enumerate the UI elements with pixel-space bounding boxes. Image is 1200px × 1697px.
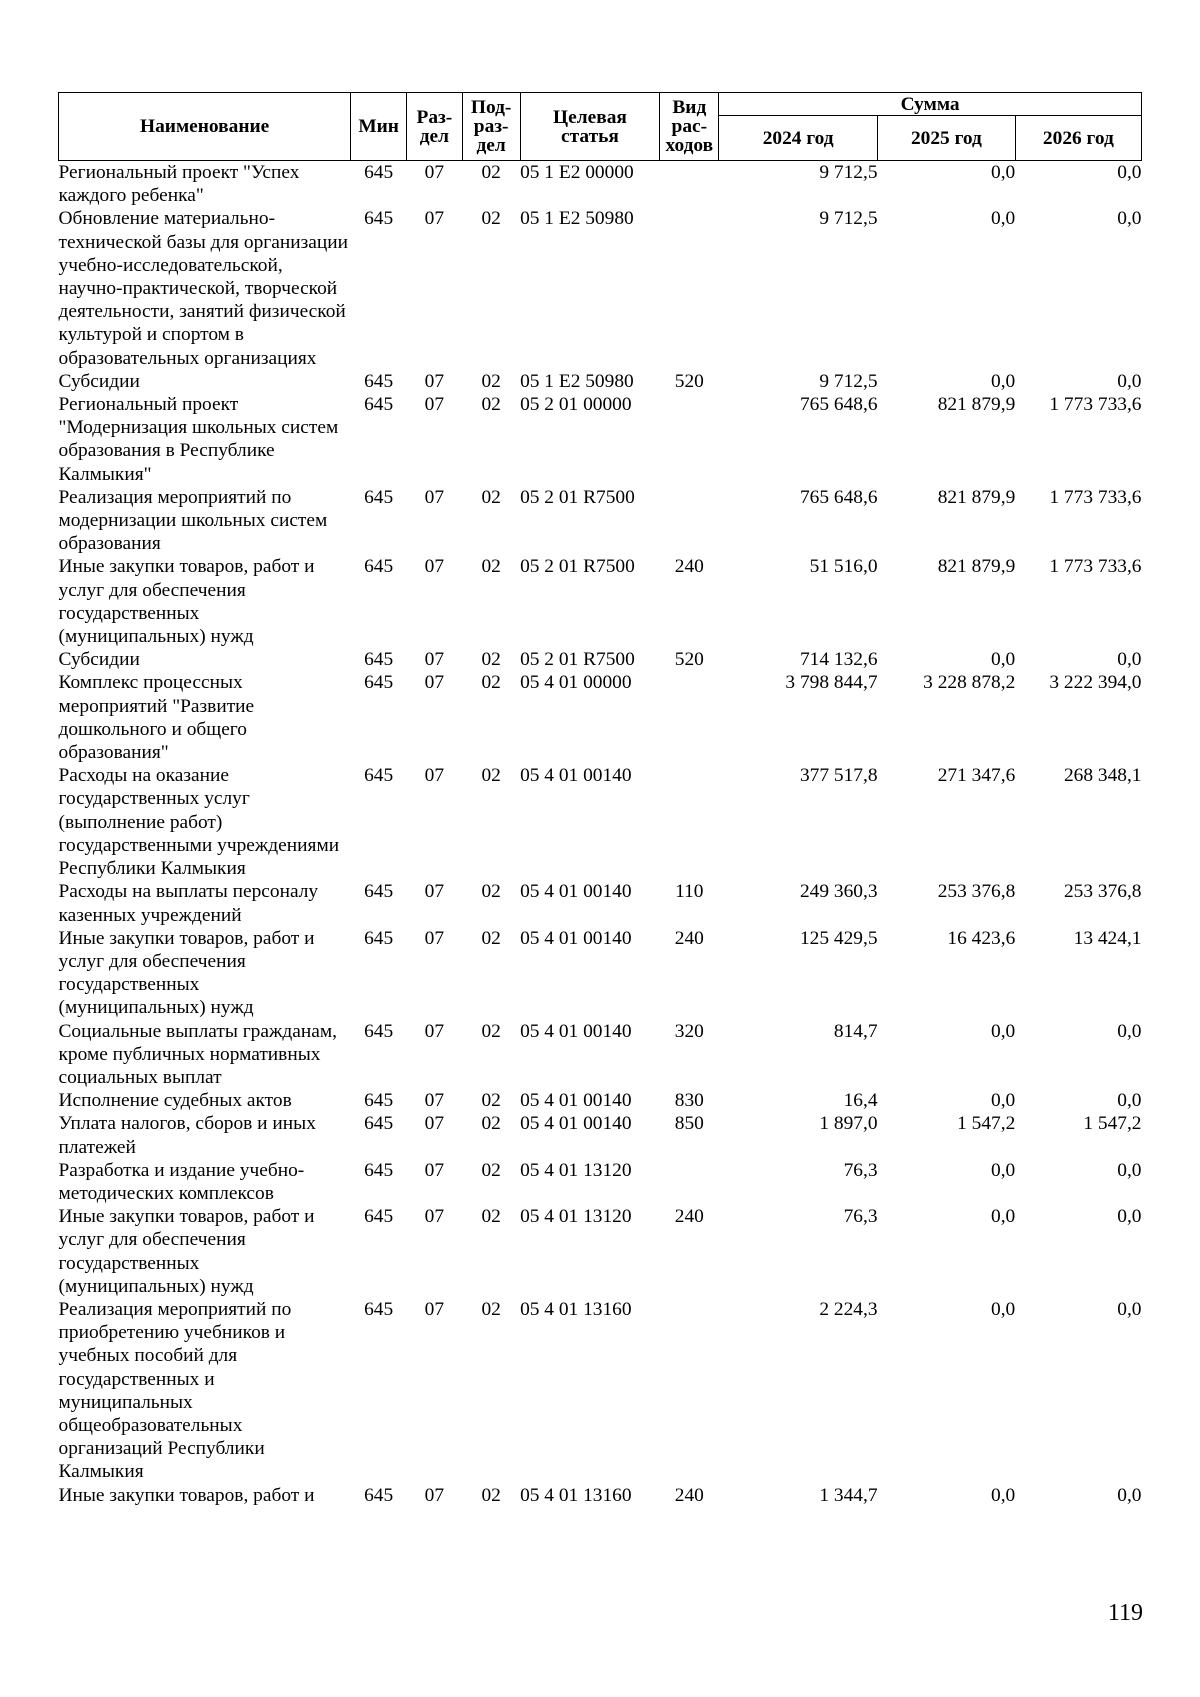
page-number: 119 <box>1107 1600 1143 1626</box>
header-podrazdel: Под-раз-дел <box>462 93 520 161</box>
table-row <box>59 671 1142 764</box>
table-row <box>59 393 1142 486</box>
row-sum-2024: 51 516,0 <box>809 556 878 578</box>
row-name: Комплекс процессных мероприятий "Развитие дошкольного и общего образования" <box>58 672 255 764</box>
row-sum-2025: 0,0 <box>991 649 1016 671</box>
row-min: 645 <box>364 765 394 787</box>
row-sum-2025: 3 228 878,2 <box>923 672 1016 694</box>
row-razdel: 07 <box>424 1159 445 1181</box>
row-name: Иные закупки товаров, работ и услуг для обеспечения государственных (муниципальных) нужд <box>58 927 315 1019</box>
row-sum-2024: 814,7 <box>833 1020 878 1042</box>
row-podrazdel: 02 <box>481 1090 501 1112</box>
row-expense-type: 240 <box>674 1206 704 1228</box>
row-sum-2024: 1 897,0 <box>819 1113 878 1135</box>
row-min: 645 <box>364 649 394 671</box>
row-sum-2024: 3 798 844,7 <box>785 672 878 694</box>
row-sum-2026: 268 348,1 <box>1063 765 1142 787</box>
row-min: 645 <box>364 208 394 230</box>
row-sum-2026: 13 424,1 <box>1073 927 1142 949</box>
row-expense-type <box>660 764 719 880</box>
table-row <box>59 370 1142 393</box>
row-name: Иные закупки товаров, работ и услуг для обеспечения государственных (муниципальных) нужд <box>58 556 315 648</box>
row-name: Субсидии <box>58 370 140 392</box>
row-sum-2024: 249 360,3 <box>799 881 878 903</box>
table-row <box>59 1089 1142 1112</box>
row-name: Субсидии <box>58 649 140 671</box>
row-min: 645 <box>364 1159 394 1181</box>
row-razdel: 07 <box>424 1113 445 1135</box>
row-razdel: 07 <box>424 208 445 230</box>
row-target-article: 05 2 01 R7500 <box>520 486 635 508</box>
row-sum-2026: 1 773 733,6 <box>1049 556 1142 578</box>
row-expense-type <box>660 393 719 486</box>
row-expense-type <box>660 207 719 369</box>
row-min: 645 <box>364 1206 394 1228</box>
row-sum-2025: 0,0 <box>991 370 1016 392</box>
row-name: Социальные выплаты гражданам, кроме публичных нормативных социальных выплат <box>58 1020 337 1088</box>
row-sum-2026: 0,0 <box>1117 1159 1142 1181</box>
row-target-article: 05 4 01 13160 <box>520 1298 632 1320</box>
row-name: Иные закупки товаров, работ и <box>58 1484 315 1506</box>
row-expense-type: 520 <box>674 649 704 671</box>
row-razdel: 07 <box>424 370 445 392</box>
table-row <box>59 1020 1142 1090</box>
row-sum-2025: 0,0 <box>991 1484 1016 1506</box>
row-target-article: 05 4 01 00140 <box>520 1020 632 1042</box>
row-podrazdel: 02 <box>481 1020 501 1042</box>
row-podrazdel: 02 <box>481 556 501 578</box>
row-razdel: 07 <box>424 1090 445 1112</box>
table-row <box>59 880 1142 926</box>
row-name: Реализация мероприятий по модернизации школьных систем образования <box>58 486 328 555</box>
row-sum-2024: 377 517,8 <box>799 765 878 787</box>
row-sum-2026: 1 547,2 <box>1083 1113 1142 1135</box>
row-expense-type: 240 <box>674 927 704 949</box>
row-sum-2024: 1 344,7 <box>819 1484 878 1506</box>
row-podrazdel: 02 <box>481 1298 501 1320</box>
row-sum-2025: 16 423,6 <box>947 927 1016 949</box>
row-razdel: 07 <box>424 486 445 508</box>
row-min: 645 <box>364 1298 394 1320</box>
row-sum-2025: 253 376,8 <box>937 881 1016 903</box>
row-min: 645 <box>364 672 394 694</box>
row-expense-type <box>660 1159 719 1205</box>
row-podrazdel: 02 <box>481 208 501 230</box>
table-row <box>59 1112 1142 1158</box>
table-row <box>59 1484 1142 1507</box>
row-sum-2025: 0,0 <box>991 1206 1016 1228</box>
row-sum-2026: 0,0 <box>1117 1206 1142 1228</box>
row-name: Обновление материально-технической базы для организации учебно-исследовательской, научно-практической, творческой деятельности, занятий физической культурой и спортом в образовательных организациях <box>58 208 348 369</box>
row-expense-type: 520 <box>674 370 704 392</box>
row-sum-2026: 0,0 <box>1117 370 1142 392</box>
row-target-article: 05 1 E2 50980 <box>520 208 634 230</box>
row-razdel: 07 <box>424 394 445 416</box>
row-sum-2025: 821 879,9 <box>937 556 1016 578</box>
budget-table <box>58 92 1142 1507</box>
row-target-article: 05 4 01 13120 <box>520 1159 632 1181</box>
row-name: Реализация мероприятий по приобретению учебников и учебных пособий для государственных и муниципальных общеобразовательных организаций Республики Калмыкия <box>58 1298 292 1483</box>
row-target-article: 05 4 01 00140 <box>520 765 632 787</box>
row-min: 645 <box>364 1113 394 1135</box>
row-podrazdel: 02 <box>481 162 501 183</box>
table-row <box>59 161 1142 208</box>
row-target-article: 05 2 01 R7500 <box>520 649 635 671</box>
row-target-article: 05 4 01 00140 <box>520 1090 632 1112</box>
row-sum-2025: 271 347,6 <box>937 765 1016 787</box>
row-expense-type <box>660 671 719 764</box>
row-target-article: 05 1 E2 50980 <box>520 370 634 392</box>
row-podrazdel: 02 <box>481 649 501 671</box>
row-razdel: 07 <box>424 556 445 578</box>
row-sum-2025: 1 547,2 <box>957 1113 1016 1135</box>
row-min: 645 <box>364 881 394 903</box>
header-year-2024: 2024 год <box>719 116 878 161</box>
row-podrazdel: 02 <box>481 765 501 787</box>
table-body <box>59 161 1142 1507</box>
row-podrazdel: 02 <box>481 394 501 416</box>
row-sum-2025: 821 879,9 <box>937 486 1016 508</box>
row-name: Региональный проект "Модернизация школьных систем образования в Республике Калмыкия" <box>58 394 339 485</box>
row-razdel: 07 <box>424 765 445 787</box>
row-target-article: 05 4 01 00140 <box>520 881 632 903</box>
row-podrazdel: 02 <box>481 370 501 392</box>
row-podrazdel: 02 <box>481 881 501 903</box>
row-sum-2026: 253 376,8 <box>1063 881 1142 903</box>
row-target-article: 05 4 01 13120 <box>520 1206 632 1228</box>
row-sum-2024: 9 712,5 <box>819 208 878 230</box>
row-expense-type <box>660 1298 719 1484</box>
table-row <box>59 207 1142 369</box>
row-sum-2026: 0,0 <box>1117 1298 1142 1320</box>
header-min: Мин <box>351 93 407 161</box>
row-name: Региональный проект "Успех каждого ребенка" <box>58 162 300 207</box>
row-expense-type: 320 <box>674 1020 704 1042</box>
row-target-article: 05 1 E2 00000 <box>520 162 634 183</box>
row-sum-2025: 0,0 <box>991 1090 1016 1112</box>
row-min: 645 <box>364 370 394 392</box>
row-podrazdel: 02 <box>481 1113 501 1135</box>
row-sum-2025: 0,0 <box>991 1159 1016 1181</box>
row-sum-2025: 0,0 <box>991 1298 1016 1320</box>
row-target-article: 05 4 01 00140 <box>520 927 632 949</box>
row-target-article: 05 4 01 00140 <box>520 1113 632 1135</box>
row-name: Расходы на оказание государственных услуг (выполнение работ) государственными учреждениями Республики Калмыкия <box>58 765 340 880</box>
row-razdel: 07 <box>424 672 445 694</box>
row-sum-2026: 0,0 <box>1117 1020 1142 1042</box>
row-min: 645 <box>364 486 394 508</box>
row-sum-2025: 0,0 <box>991 208 1016 230</box>
table-row <box>59 1298 1142 1484</box>
row-sum-2024: 765 648,6 <box>799 486 878 508</box>
header-name: Наименование <box>59 93 351 161</box>
row-podrazdel: 02 <box>481 1484 501 1506</box>
table-row <box>59 1159 1142 1205</box>
table-header <box>59 93 1142 161</box>
row-name: Уплата налогов, сборов и иных платежей <box>58 1113 316 1158</box>
row-target-article: 05 4 01 00000 <box>520 672 632 694</box>
header-year-2025: 2025 год <box>878 116 1016 161</box>
row-sum-2024: 125 429,5 <box>799 927 878 949</box>
header-razdel: Раз-дел <box>407 93 463 161</box>
header-year-2026: 2026 год <box>1015 116 1141 161</box>
row-podrazdel: 02 <box>481 1159 501 1181</box>
row-razdel: 07 <box>424 1206 445 1228</box>
row-podrazdel: 02 <box>481 672 501 694</box>
row-min: 645 <box>364 927 394 949</box>
row-podrazdel: 02 <box>481 1206 501 1228</box>
table-row <box>59 648 1142 671</box>
row-min: 645 <box>364 1090 394 1112</box>
table-row <box>59 486 1142 556</box>
row-name: Разработка и издание учебно-методических комплексов <box>58 1159 305 1204</box>
row-sum-2026: 1 773 733,6 <box>1049 394 1142 416</box>
row-razdel: 07 <box>424 881 445 903</box>
row-razdel: 07 <box>424 649 445 671</box>
row-name: Иные закупки товаров, работ и услуг для обеспечения государственных (муниципальных) нужд <box>58 1206 315 1297</box>
row-sum-2026: 3 222 394,0 <box>1049 672 1142 694</box>
row-expense-type: 240 <box>674 1484 704 1506</box>
row-razdel: 07 <box>424 162 445 183</box>
row-sum-2026: 0,0 <box>1117 162 1142 183</box>
header-target-article: Целевая статья <box>520 93 660 161</box>
row-sum-2024: 2 224,3 <box>819 1298 878 1320</box>
row-expense-type: 240 <box>674 556 704 578</box>
header-expense-type: Вид рас-ходов <box>660 93 719 161</box>
row-target-article: 05 2 01 R7500 <box>520 556 635 578</box>
row-sum-2026: 0,0 <box>1117 649 1142 671</box>
row-sum-2025: 821 879,9 <box>937 394 1016 416</box>
row-sum-2025: 0,0 <box>991 1020 1016 1042</box>
row-expense-type: 110 <box>675 881 704 903</box>
table-row <box>59 927 1142 1020</box>
row-sum-2024: 714 132,6 <box>799 649 878 671</box>
table-row <box>59 555 1142 648</box>
table-row <box>59 1205 1142 1298</box>
row-min: 645 <box>364 1020 394 1042</box>
row-sum-2026: 0,0 <box>1117 1090 1142 1112</box>
row-razdel: 07 <box>424 1020 445 1042</box>
row-min: 645 <box>364 1484 394 1506</box>
row-sum-2024: 9 712,5 <box>819 162 878 183</box>
row-sum-2024: 765 648,6 <box>799 394 878 416</box>
row-sum-2024: 16,4 <box>843 1090 878 1112</box>
row-sum-2024: 9 712,5 <box>819 370 878 392</box>
row-min: 645 <box>364 394 394 416</box>
row-expense-type: 850 <box>674 1113 704 1135</box>
row-min: 645 <box>364 556 394 578</box>
row-podrazdel: 02 <box>481 927 501 949</box>
row-name: Исполнение судебных актов <box>58 1090 292 1112</box>
row-target-article: 05 2 01 00000 <box>520 394 632 416</box>
row-sum-2024: 76,3 <box>843 1206 878 1228</box>
row-min: 645 <box>364 162 394 183</box>
row-expense-type: 830 <box>674 1090 704 1112</box>
row-name: Расходы на выплаты персоналу казенных учреждений <box>58 881 319 926</box>
row-expense-type <box>660 161 719 208</box>
row-sum-2026: 0,0 <box>1117 1484 1142 1506</box>
row-sum-2024: 76,3 <box>843 1159 878 1181</box>
table-row <box>59 764 1142 880</box>
row-razdel: 07 <box>424 1484 445 1506</box>
row-expense-type <box>660 486 719 556</box>
row-target-article: 05 4 01 13160 <box>520 1484 632 1506</box>
row-razdel: 07 <box>424 927 445 949</box>
row-sum-2026: 0,0 <box>1117 208 1142 230</box>
row-sum-2025: 0,0 <box>991 162 1016 183</box>
row-sum-2026: 1 773 733,6 <box>1049 486 1142 508</box>
header-sum: Сумма <box>719 93 1142 116</box>
row-razdel: 07 <box>424 1298 445 1320</box>
row-podrazdel: 02 <box>481 486 501 508</box>
